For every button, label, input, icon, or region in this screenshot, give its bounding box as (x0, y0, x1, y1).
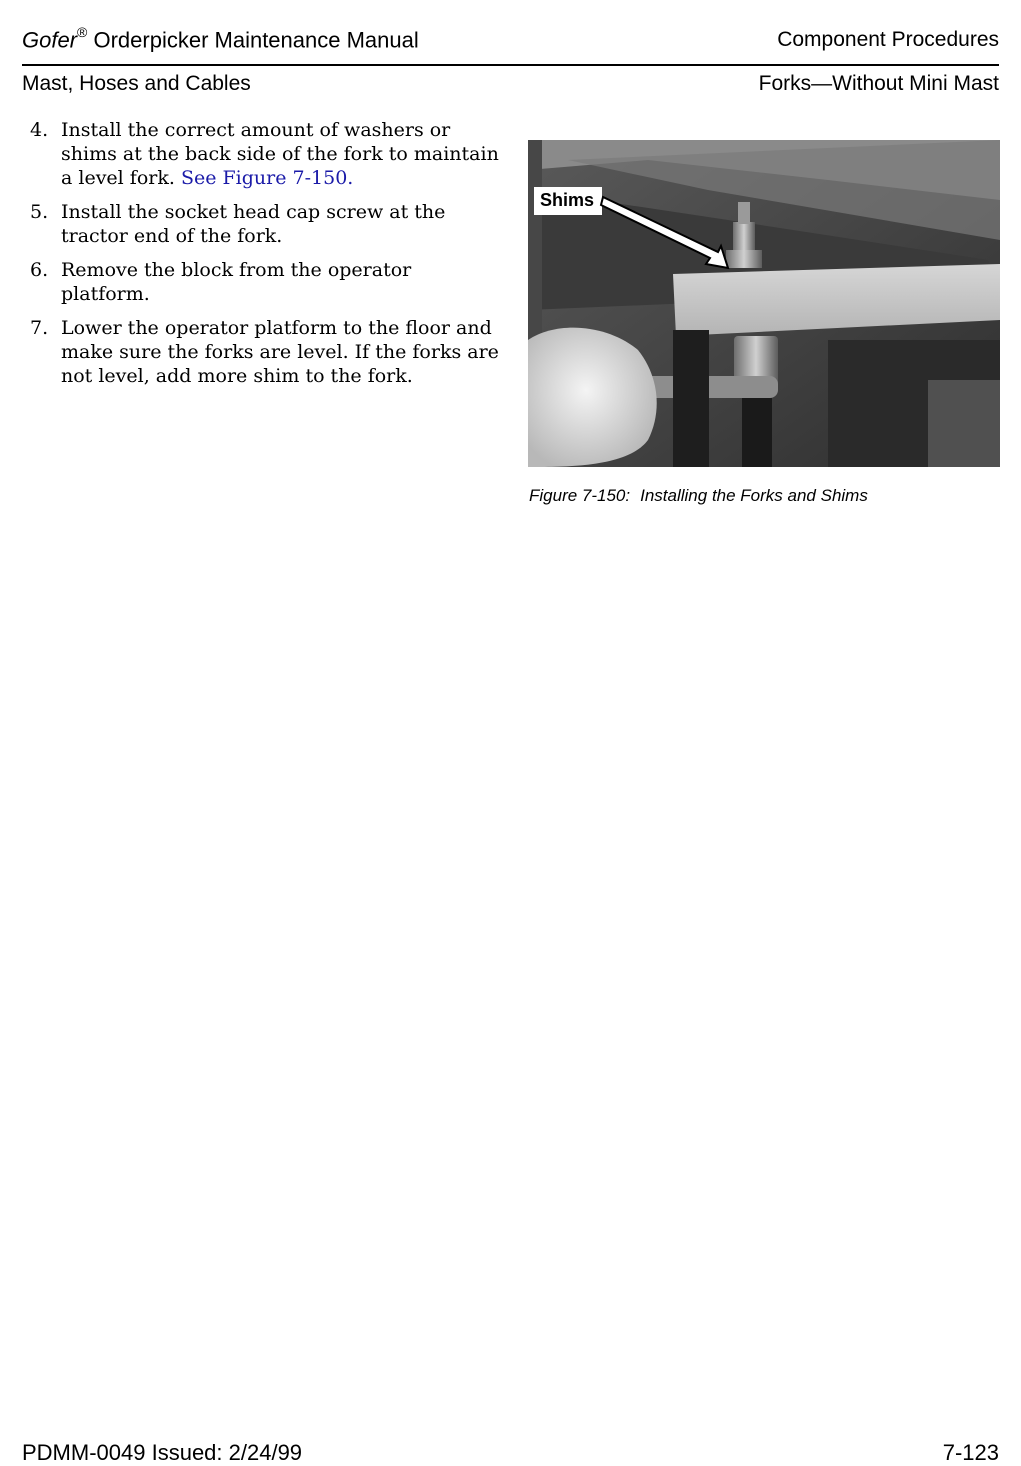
subsection-title: Mast, Hoses and Cables (22, 72, 251, 95)
step-number: 7. (30, 317, 49, 339)
shims-callout-label: Shims (540, 190, 595, 210)
topic-title: Forks—Without Mini Mast (758, 72, 999, 95)
brand-name: Gofer (22, 27, 78, 53)
step-item (30, 316, 500, 388)
step-item (30, 258, 500, 306)
figure-title: Installing the Forks and Shims (640, 486, 868, 505)
figure-reference-link[interactable]: See Figure 7-150. (180, 167, 354, 189)
running-header-section: Component Procedures (777, 28, 999, 51)
figure-caption (529, 486, 868, 506)
header-divider (22, 64, 999, 66)
lower-shaft (742, 386, 772, 467)
step-text: Remove the block from the operator platform. (61, 259, 412, 305)
step-text: Install the socket head cap screw at the tractor end of the fork. (61, 201, 446, 247)
figure-label: Figure 7-150: (529, 486, 631, 505)
lower-panel (928, 380, 1000, 467)
footer-doc-id: PDMM-0049 Issued: 2/24/99 (22, 1440, 303, 1465)
registered-mark: ® (77, 24, 88, 40)
chain (673, 330, 709, 467)
step-text-body: Install the correct amount of washers or shims at the back side of the fork to maintain a level fork. (61, 119, 499, 189)
manual-title: Orderpicker Maintenance Manual (87, 27, 419, 53)
shim-washers (726, 250, 762, 268)
step-text: Lower the operator platform to the floor and make sure the forks are level. If the forks are not level, add more shim to the fork. (61, 317, 499, 387)
procedure-steps (30, 118, 500, 398)
running-header-title (22, 26, 419, 53)
page-number: 7-123 (942, 1440, 999, 1465)
figure-photo (528, 140, 1000, 467)
bolt-head (738, 202, 750, 224)
fork-shims-photo (528, 140, 1000, 467)
step-number: 6. (30, 259, 49, 281)
step-number: 5. (30, 201, 49, 223)
step-item (30, 118, 500, 190)
step-item (30, 200, 500, 248)
step-text (61, 118, 500, 190)
step-number: 4. (30, 119, 49, 141)
